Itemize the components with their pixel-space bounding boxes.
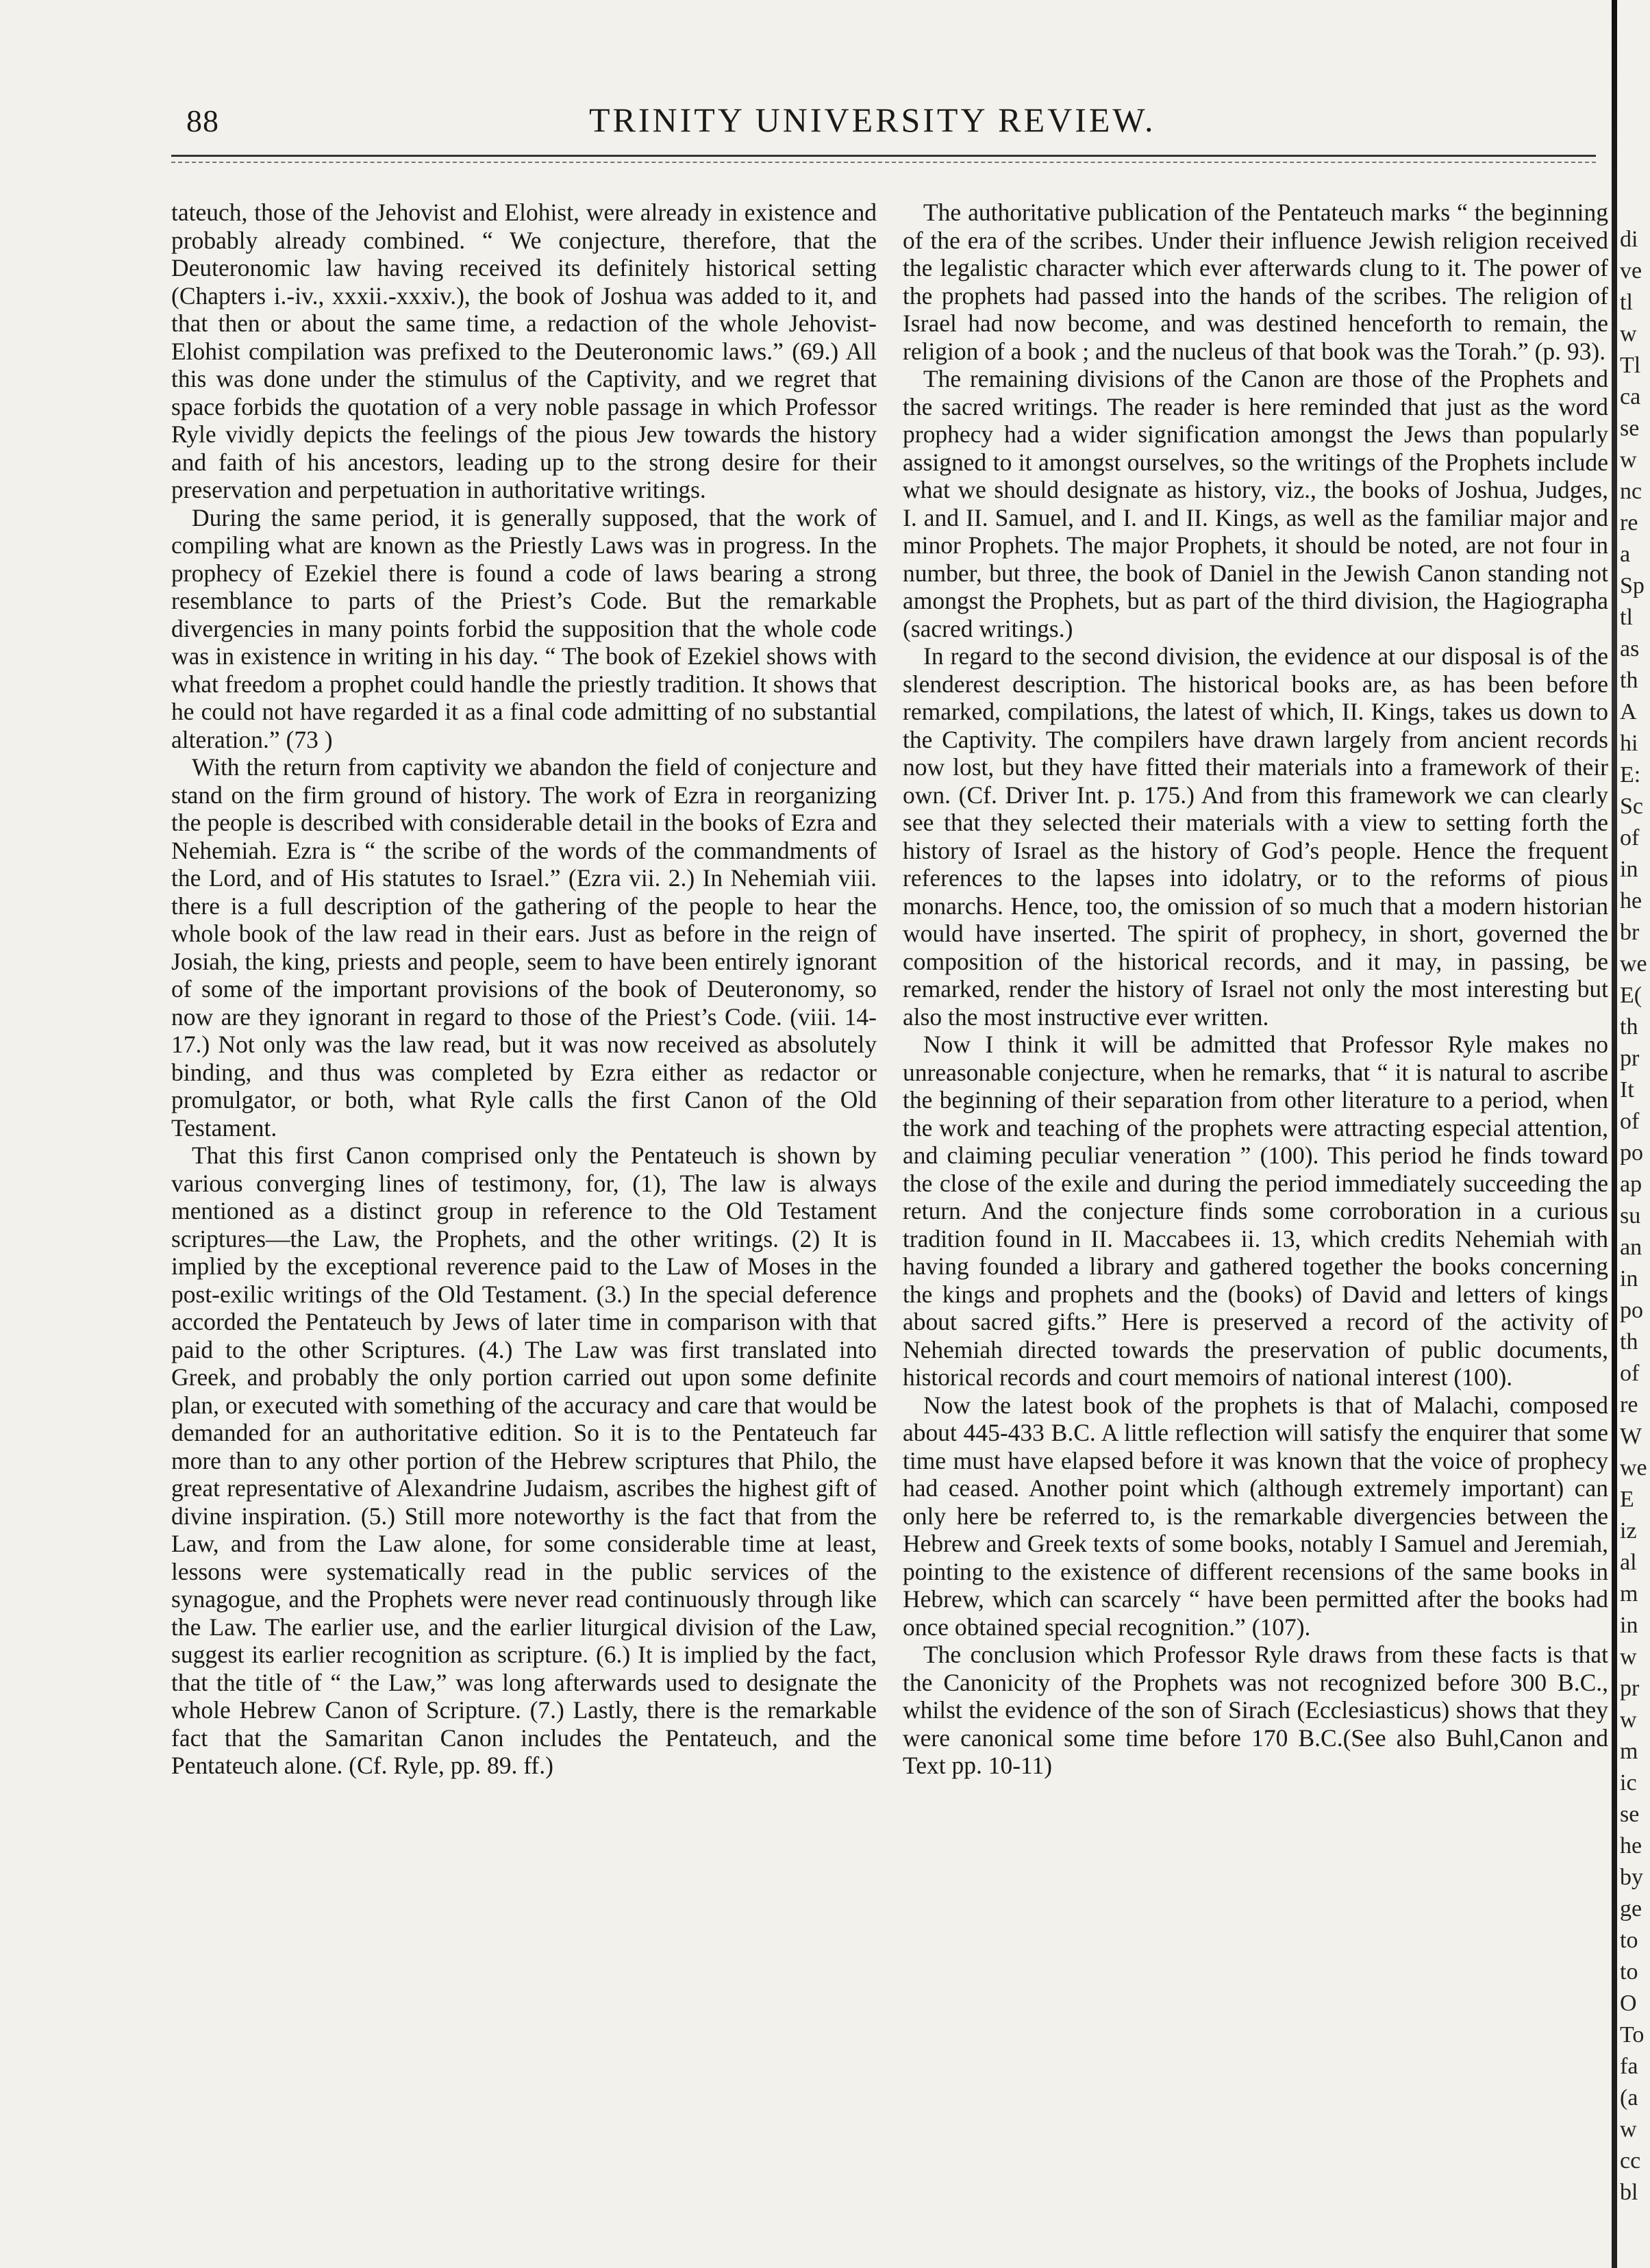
edge-text-fragment: A (1620, 699, 1637, 724)
edge-text-fragment: to (1620, 1928, 1638, 1953)
edge-text-fragment: m (1620, 1739, 1638, 1764)
page-header (164, 96, 1575, 151)
adjacent-page-edge (1602, 0, 1650, 2268)
edge-text-fragment: Sc (1620, 794, 1643, 819)
edge-text-fragment: to (1620, 1959, 1638, 1985)
paragraph: In regard to the second division, the evidence at our disposal is of the slenderest description. The historical books are, as has been before remarked, compilations, the latest of which, II. Kings, takes us down to the Captivity. The compilers have drawn largely from ancient records now lost, but they have fitted their materials into a framework of their own. (Cf. Driver Int. p. 175.) And from this framework we can clearly see that they selected their materials with a view to setting forth the history of Israel as the history of God’s people. Hence the frequent references to the lapses into idolatry, or to the reforms of pious monarchs. Hence, too, the omission of so much that a modern historian would have inserted. The spirit of prophecy, in short, governed the composition of the historical records, and it may, in passing, be remarked, render the history of Israel not only the most interesting but also the most instructive ever written. (903, 642, 1608, 1031)
header-rule-dashed (171, 162, 1596, 163)
edge-text-fragment: we (1620, 1455, 1647, 1480)
edge-text-fragment: by (1620, 1865, 1643, 1890)
edge-text-fragment: w (1620, 2117, 1637, 2142)
left-column (171, 199, 877, 1780)
edge-text-fragment: To (1620, 2022, 1645, 2048)
edge-text-fragment: tl (1620, 290, 1633, 315)
edge-text-fragment: ic (1620, 1770, 1637, 1796)
edge-text-fragment: w (1620, 447, 1637, 473)
paragraph: The authoritative publication of the Pentateuch marks “ the beginning of the era of the scribes. Under their influence Jewish religion received the legalistic character which ever afterwards clung to it. The power of the prophets had passed into the hands of the scribes. The religion of Israel had now become, and was destined henceforth to remain, the religion of a book ; and the nucleus of that book was the Torah.” (p. 93). (903, 199, 1608, 365)
paragraph: That this first Canon comprised only the Pentateuch is shown by various converging lines of testimony, for, (1), The law is always mentioned as a distinct group in reference to the Old Testament scriptures—the Law, the Prophets, and the other writings. (2) It is implied by the exceptional reverence paid to the Law of Moses in the post-exilic writings of the Old Testament. (3.) In the special deference accorded the Pentateuch by Jews of later time in comparison with that paid to the other Scriptures. (4.) The Law was first translated into Greek, and probably the only portion carried out upon some definite plan, or executed with something of the accuracy and care that would be demanded for an authoritative edition. So it is to the Pentateuch far more than to any other portion of the Hebrew scriptures that Philo, the great representative of Alexandrine Judaism, ascribes the highest gift of divine inspiration. (5.) Still more noteworthy is the fact that from the Law, and from the Law alone, for some considerable time at least, lessons were systematically read in the public services of the synagogue, and the Prophets were never read continuously through like the Law. The earlier use, and the earlier liturgical division of the Law, suggest its earlier recognition as scripture. (6.) It is implied by the fact, that the title of “ the Law,” was long afterwards used to designate the whole Hebrew Canon of Scripture. (7.) Lastly, there is the remarkable fact that the Samaritan Canon includes the Pentateuch, and the Pentateuch alone. (Cf. Ryle, pp. 89. ff.) (171, 1142, 877, 1779)
edge-text-fragment: (a (1620, 2085, 1638, 2110)
edge-text-fragment: he (1620, 888, 1642, 914)
edge-text-fragment: iz (1620, 1518, 1637, 1544)
page-number: 88 (186, 103, 219, 138)
paragraph: Now I think it will be admitted that Professor Ryle makes no unreasonable conjecture, when he remarks, that “ it is natural to ascribe the beginning of their separation from other literature to a period, when the work and teaching of the prophets were attracting especial attention, and claiming peculiar veneration ” (100). This period he finds toward the close of the exile and during the period immediately succeeding the return. And the conjecture finds some corroboration in a curious tradition found in II. Maccabees ii. 13, which credits Nehemiah with having founded a library and gathered together the books concerning the kings and prophets and the (books) of David and letters of kings about sacred gifts.” Here is preserved a record of the activity of Nehemiah directed towards the preservation of public documents, historical records and court memoirs of national interest (100). (903, 1031, 1608, 1391)
edge-text-fragment: as (1620, 636, 1640, 662)
edge-text-fragment: nc (1620, 479, 1642, 504)
edge-text-fragment: we (1620, 951, 1647, 977)
binding-shadow (1612, 0, 1617, 2268)
edge-text-fragment: fa (1620, 2054, 1638, 2079)
right-column (903, 199, 1608, 1780)
edge-text-fragment: br (1620, 920, 1640, 945)
edge-text-fragment: E: (1620, 762, 1641, 788)
edge-text-fragment: pr (1620, 1676, 1640, 1701)
edge-text-fragment: w (1620, 1707, 1637, 1732)
edge-text-fragment: ca (1620, 384, 1641, 410)
edge-text-fragment: ve (1620, 258, 1642, 284)
edge-text-fragment: Sp (1620, 573, 1645, 598)
edge-text-fragment: Tl (1620, 353, 1641, 378)
edge-text-fragment: cc (1620, 2148, 1641, 2174)
edge-text-fragment: hi (1620, 731, 1638, 756)
edge-text-fragment: of (1620, 1109, 1640, 1134)
paragraph: During the same period, it is generally supposed, that the work of compiling what are known as the Priestly Laws was in progress. In the prophecy of Ezekiel there is found a code of laws bearing a strong resemblance to parts of the Priest’s Code. But the remarkable divergencies in many points forbid the supposition that the whole code was in existence in writing in his day. “ The book of Ezekiel shows with what freedom a prophet could handle the priestly tradition. It shows that he could not have regarded it as a final code admitting of no substantial alteration.” (73 ) (171, 503, 877, 753)
edge-text-fragment: O (1620, 1991, 1637, 2016)
paragraph: The remaining divisions of the Canon are those of the Prophets and the sacred writings. The reader is here reminded that just as the word prophecy had a wider signification amongst the Jews than popularly assigned to it amongst ourselves, so the writings of the Prophets include what we should designate as history, viz., the books of Joshua, Judges, I. and II. Samuel, and I. and II. Kings, as well as the familiar major and minor Prophets. The major Prophets, it should be noted, are not four in number, but three, the book of Daniel in the Jewish Canon standing not amongst the Prophets, but as part of the third division, the Hagiographa (sacred writings.) (903, 365, 1608, 642)
edge-text-fragment: re (1620, 1392, 1638, 1418)
edge-text-fragment: th (1620, 668, 1638, 693)
edge-text-fragment: a (1620, 542, 1631, 567)
edge-text-fragment: of (1620, 825, 1640, 850)
edge-text-fragment: re (1620, 510, 1638, 536)
edge-text-fragment: po (1620, 1140, 1643, 1166)
edge-text-fragment: di (1620, 227, 1638, 252)
edge-text-fragment: E( (1620, 983, 1642, 1008)
paragraph: tateuch, those of the Jehovist and Elohist, were already in existence and probably already combined. “ We conjecture, therefore, that the Deuteronomic law having received its definitely historical setting (Chapters i.-iv., xxxii.-xxxiv.), the book of Joshua was added to it, and that then or about the same time, a redaction of the whole Jehovist-Elohist compilation was prefixed to the Deuteronomic laws.” (69.) All this was done under the stimulus of the Captivity, and we regret that space forbids the quotation of a very noble passage in which Professor Ryle vividly depicts the feelings of the pious Jew towards the history and faith of his ancestors, leading up to the strong desire for their preservation and perpetuation in authoritative writings. (171, 199, 877, 503)
edge-text-fragment: in (1620, 1266, 1638, 1292)
edge-text-fragment: E (1620, 1487, 1634, 1512)
edge-text-fragment: th (1620, 1329, 1638, 1354)
edge-text-fragment: ap (1620, 1172, 1642, 1197)
running-title: TRINITY UNIVERSITY REVIEW. (589, 101, 1156, 139)
edge-text-fragment: w (1620, 321, 1637, 346)
edge-text-fragment: pr (1620, 1046, 1640, 1071)
edge-text-fragment: se (1620, 1802, 1640, 1827)
edge-text-fragment: su (1620, 1203, 1641, 1228)
edge-text-fragment: m (1620, 1581, 1638, 1606)
edge-text-fragment: in (1620, 857, 1638, 882)
edge-text-fragment: It (1620, 1077, 1634, 1102)
edge-text-fragment: se (1620, 416, 1640, 441)
paragraph: The conclusion which Professor Ryle draws from these facts is that the Canonicity of the Prophets was not recognized before 300 B.C., whilst the evidence of the son of Sirach (Ecclesiasticus) shows that they were canonical some time before 170 B.C.(See also Buhl,Canon and Text pp. 10-11) (903, 1641, 1608, 1779)
edge-text-fragment: of (1620, 1361, 1640, 1386)
edge-text-fragment: bl (1620, 2180, 1638, 2205)
edge-text-fragment: in (1620, 1613, 1638, 1638)
edge-text-fragment: w (1620, 1644, 1637, 1670)
edge-text-fragment: ge (1620, 1896, 1642, 1922)
edge-text-fragment: th (1620, 1014, 1638, 1040)
paragraph: Now the latest book of the prophets is that of Malachi, composed about 445-433 B.C. A little reflection will satisfy the enquirer that some time must have elapsed before it was known that the voice of prophecy had ceased. Another point which (although extremely important) can only here be referred to, is the remarkable divergencies between the Hebrew and Greek texts of some books, notably I Samuel and Jeremiah, pointing to the existence of different recensions of the same books in Hebrew, which can scarcely “ have been permitted after the books had once obtained special recognition.” (107). (903, 1391, 1608, 1641)
edge-text-fragment: po (1620, 1298, 1643, 1323)
header-rule (171, 155, 1596, 157)
edge-text-fragment: W (1620, 1424, 1642, 1449)
edge-text-fragment: tl (1620, 605, 1633, 630)
paragraph: With the return from captivity we abandon the field of conjecture and stand on the firm ground of history. The work of Ezra in reorganizing the people is described with considerable detail in the books of Ezra and Nehemiah. Ezra is “ the scribe of the words of the commandments of the Lord, and of His statutes to Israel.” (Ezra vii. 2.) In Nehemiah viii. there is a full description of the gathering of the people to hear the whole book of the law read in their ears. Just as before in the reign of Josiah, the king, priests and people, seem to have been entirely ignorant of some of the important provisions of the book of Deuteronomy, so now are they ignorant in regard to those of the Priest’s Code. (viii. 14-17.) Not only was the law read, but it was now received as absolutely binding, and thus was completed by Ezra either as redactor or promulgator, or both, what Ryle calls the first Canon of the Old Testament. (171, 753, 877, 1142)
edge-text-fragment: al (1620, 1550, 1637, 1575)
edge-text-fragment: he (1620, 1833, 1642, 1859)
edge-text-fragment: an (1620, 1235, 1642, 1260)
